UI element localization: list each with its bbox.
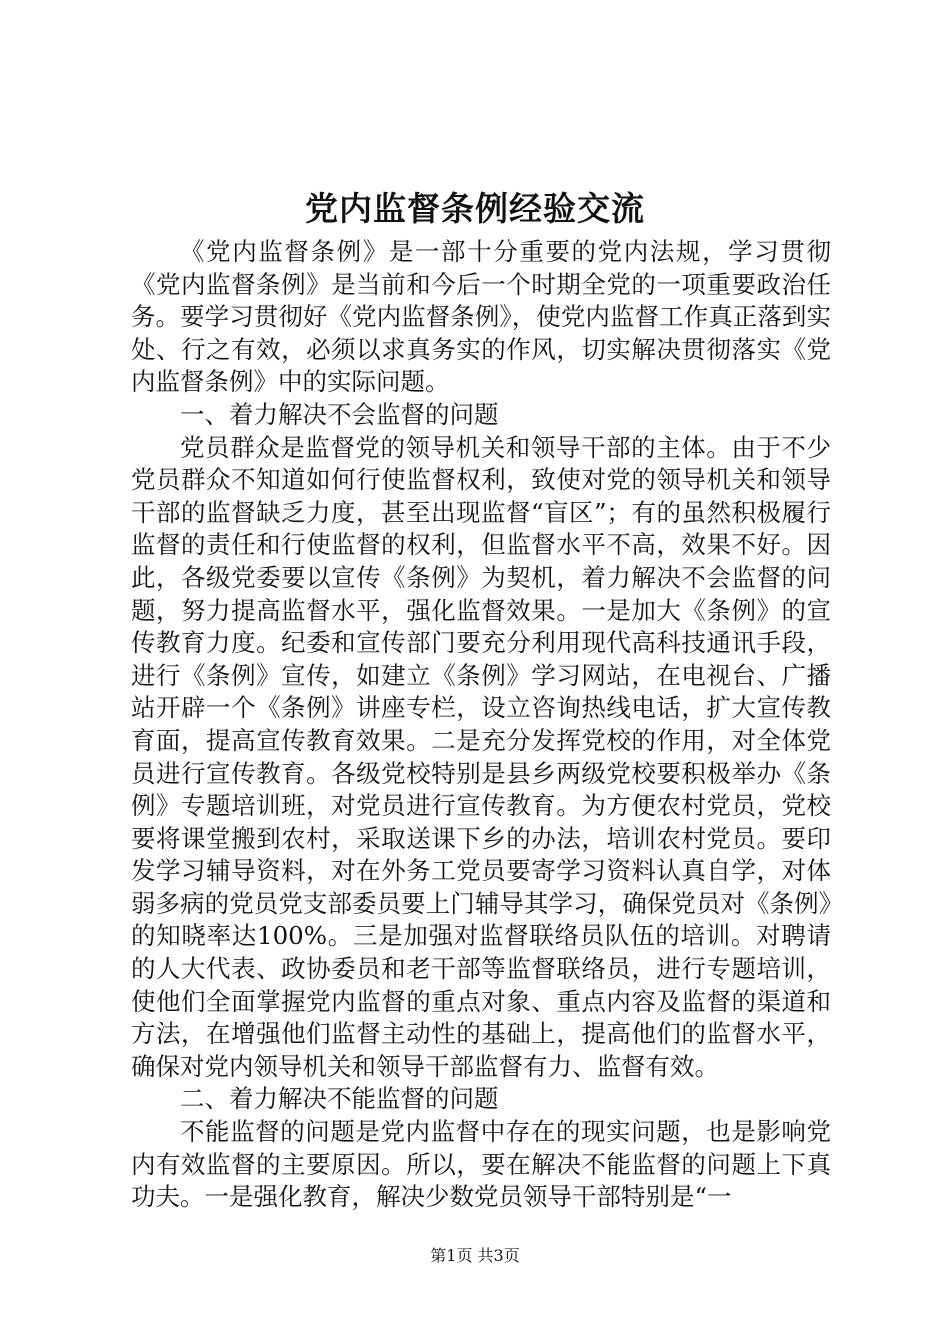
section-1-paragraph: 党员群众是监督党的领导机关和领导干部的主体。由于不少党员群众不知道如何行使监督权利，致使对党的领导机关和领导干部的监督缺乏力度，甚至出现监督“盲区”；有的虽然积极履行监督的责任和行使监督的权利，但监督水平不高，效果不好。因此，各级党委要以宣传《条例》为契机，着力解决不会监督的问题，努力提高监督水平，强化监督效果。一是加大《条例》的宣传教育力度。纪委和宣传部门要充分利用现代高科技通讯手段，进行《条例》宣传，如建立《条例》学习网站，在电视台、广播站开辟一个《条例》讲座专栏，设立咨询热线电话，扩大宣传教育面，提高宣传教育效果。二是充分发挥党校的作用，对全体党员进行宣传教育。各级党校特别是县乡两级党校要积极举办《条例》专题培训班，对党员进行宣传教育。为方便农村党员，党校要将课堂搬到农村，采取送课下乡的办法，培训农村党员。要印发学习辅导资料，对在外务工党员要寄学习资料认真自学，对体弱多病的党员党支部委员要上门辅导其学习，确保党员对《条例》的知晓率达100%。三是加强对监督联络员队伍的培训。对聘请的人大代表、政协委员和老干部等监督联络员，进行专题培训，使他们全面掌握党内监督的重点对象、重点内容及监督的渠道和方法，在增强他们监督主动性的基础上，提高他们的监督水平，确保对党内领导机关和领导干部监督有力、监督有效。 bbox=[131, 432, 831, 1081]
document-body bbox=[131, 236, 831, 1214]
intro-paragraph: 《党内监督条例》是一部十分重要的党内法规，学习贯彻《党内监督条例》是当前和今后一个时期全党的一项重要政治任务。要学习贯彻好《党内监督条例》，使党内监督工作真正落到实处、行之有效，必须以求真务实的作风，切实解决贯彻落实《党内监督条例》中的实际问题。 bbox=[131, 237, 831, 397]
page-footer: 第1页 共3页 bbox=[430, 1246, 520, 1265]
section-heading-2: 二、着力解决不能监督的问题 bbox=[180, 1084, 499, 1114]
section-heading-1: 一、着力解决不会监督的问题 bbox=[180, 399, 499, 429]
section-2-paragraph: 不能监督的问题是党内监督中存在的现实问题，也是影响党内有效监督的主要原因。所以，要在解决不能监督的问题上下真功夫。一是强化教育，解决少数党员领导干部特别是“一 bbox=[131, 1117, 831, 1212]
document-title: 党内监督条例经验交流 bbox=[305, 189, 645, 228]
